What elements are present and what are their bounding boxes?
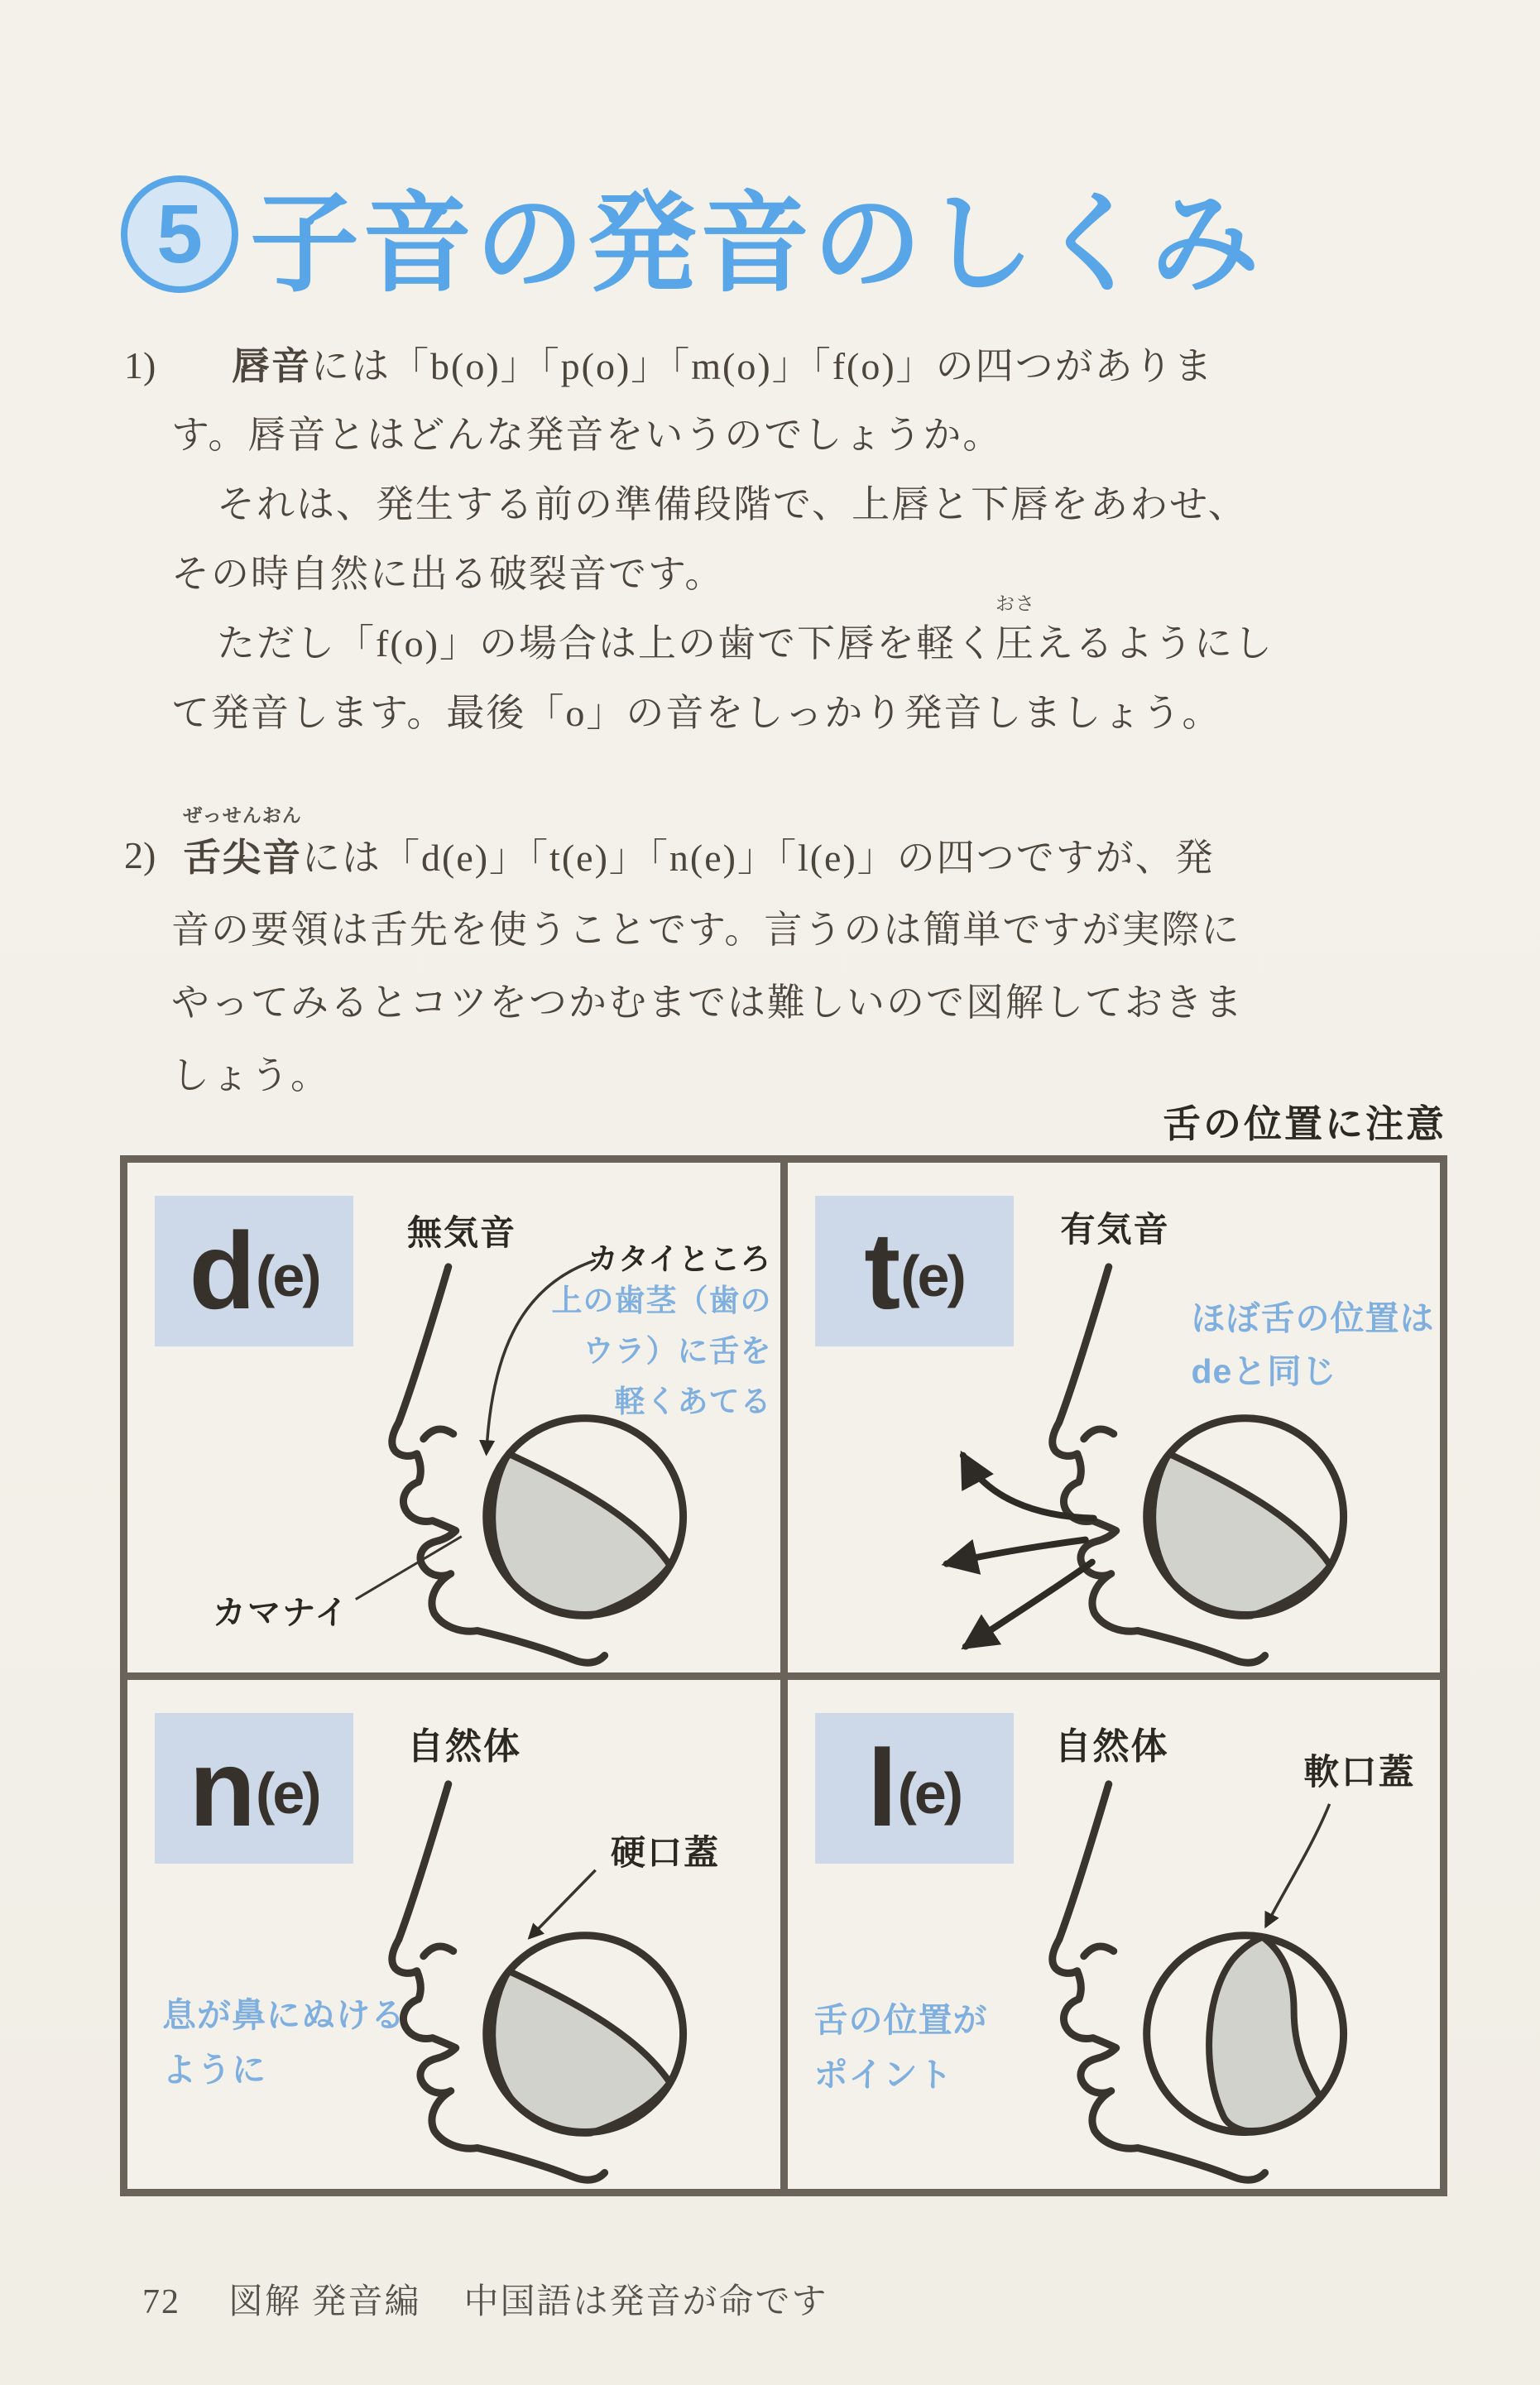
term-lip-sound: 唇音 bbox=[232, 344, 311, 387]
footer-subtitle: 中国語は発音が命です bbox=[463, 2283, 828, 2321]
blue-annotation-line: 舌の位置が bbox=[813, 2000, 988, 2039]
page-footer bbox=[142, 2274, 828, 2324]
label-natural: 自然体 bbox=[407, 1725, 521, 1767]
breath-arrow-down bbox=[965, 1562, 1091, 1647]
text-line bbox=[171, 804, 1479, 894]
blue-annotation-line: 息が鼻にぬける bbox=[162, 1995, 405, 2034]
text-line: やってみるとコツをつかむまでは難しいので図解しておきま bbox=[171, 981, 1244, 1024]
blue-annotation-line: ほぼ舌の位置は bbox=[1191, 1299, 1435, 1337]
label-soft-palate: 軟口蓋 bbox=[1303, 1752, 1416, 1792]
blue-annotation-line: deと同じ bbox=[1191, 1352, 1337, 1390]
blue-annotation-line: 軽くあてる bbox=[614, 1384, 772, 1418]
nostril-line bbox=[424, 1946, 453, 1956]
quadrant-t bbox=[788, 1163, 1441, 1672]
nostril-line bbox=[424, 1429, 453, 1439]
paragraph-lip-sounds bbox=[171, 331, 1479, 748]
title-number: 5 bbox=[156, 187, 203, 281]
pointer-arrow bbox=[1265, 1803, 1329, 1926]
text-line: それは、発生する前の準備段階で、上唇と下唇をあわせ、 bbox=[217, 483, 1248, 525]
ruby-word bbox=[995, 593, 1035, 679]
label-kamanai: カマナイ bbox=[213, 1595, 350, 1631]
paragraph-tongue-tip-sounds bbox=[171, 804, 1479, 1112]
list-number-1: 1) bbox=[124, 344, 156, 386]
tongue-shape bbox=[1209, 1936, 1320, 2130]
text-run: には「d(e)」「t(e)」「n(e)」「l(e)」の四つですが、発 bbox=[302, 837, 1215, 879]
text-line: て発音します。最後「o」の音をしっかり発音しましょう。 bbox=[171, 692, 1222, 734]
text-line: その時自然に出る破裂音です。 bbox=[171, 553, 725, 595]
text-line bbox=[171, 593, 1479, 679]
sound-suffix: (e) bbox=[256, 1244, 319, 1308]
label-unaspirated: 無気音 bbox=[407, 1213, 517, 1252]
blue-annotation bbox=[1192, 1292, 1435, 1398]
sound-letter: t bbox=[864, 1210, 901, 1332]
ruby-base: 圧 bbox=[995, 622, 1035, 665]
sound-suffix: (e) bbox=[897, 1760, 962, 1826]
list-number-2: 2) bbox=[124, 834, 156, 876]
sound-letter: d bbox=[189, 1210, 257, 1332]
footer-book-title: 図解 発音編 bbox=[228, 2283, 421, 2321]
text-line: 音の要領は舌先を使うことです。言うのは簡単ですが実際に bbox=[171, 909, 1241, 951]
quadrant-d bbox=[127, 1163, 780, 1672]
sound-suffix: (e) bbox=[900, 1244, 964, 1308]
label-hard-palate: 硬口蓋 bbox=[611, 1832, 721, 1872]
quadrant-n bbox=[127, 1680, 780, 2190]
label-aspirated: 有気音 bbox=[1060, 1210, 1170, 1249]
diagram-caption: 舌の位置に注意 bbox=[1163, 1102, 1446, 1145]
ruby-text: ぜっせんおん bbox=[183, 804, 302, 826]
blue-annotation bbox=[162, 1988, 405, 2097]
page-title bbox=[121, 156, 1263, 313]
sound-label-box bbox=[815, 1196, 1014, 1346]
blue-annotation-line: ウラ）に舌を bbox=[583, 1334, 772, 1368]
sound-label-box bbox=[155, 1196, 353, 1346]
ruby-base: 舌尖音 bbox=[183, 836, 302, 879]
ruby-word bbox=[183, 804, 302, 894]
sound-letter: l bbox=[866, 1726, 898, 1849]
sound-letter: n bbox=[189, 1726, 257, 1849]
text-line: しょう。 bbox=[171, 1054, 330, 1097]
nostril-line bbox=[1083, 1946, 1113, 1956]
title-number-badge bbox=[121, 175, 238, 293]
pointer-arrow bbox=[530, 1869, 596, 1937]
blue-annotation-line: 上の歯茎（歯の bbox=[551, 1284, 772, 1317]
text-line: す。唇音とはどんな発音をいうのでしょうか。 bbox=[171, 414, 1003, 456]
label-natural: 自然体 bbox=[1054, 1725, 1169, 1767]
diagram-grid bbox=[120, 1155, 1447, 2196]
title-text: 子音の発音のしくみ bbox=[250, 183, 1263, 305]
blue-annotation-line: ように bbox=[162, 2050, 266, 2089]
blue-annotation bbox=[552, 1275, 772, 1427]
quadrant-l bbox=[788, 1680, 1441, 2190]
blue-annotation-line: ポイント bbox=[813, 2055, 953, 2094]
ruby-text: おさ bbox=[995, 593, 1035, 614]
text-run: には「b(o)」「p(o)」「m(o)」「f(o)」の四つがありま bbox=[311, 345, 1214, 387]
sound-label-box bbox=[815, 1713, 1014, 1864]
text-run: えるようにし bbox=[1034, 622, 1274, 665]
footer-page-number: 72 bbox=[142, 2283, 180, 2321]
text-run: ただし「f(o)」の場合は上の歯で下唇を軽く bbox=[217, 622, 995, 665]
sound-label-box bbox=[155, 1713, 353, 1864]
text-line bbox=[171, 331, 1479, 401]
sound-suffix: (e) bbox=[256, 1760, 319, 1826]
nostril-line bbox=[1083, 1429, 1113, 1439]
breath-arrow-left bbox=[946, 1540, 1085, 1564]
label-hard-place: カタイところ bbox=[588, 1242, 771, 1276]
blue-annotation bbox=[814, 1993, 988, 2102]
pointer-line bbox=[356, 1537, 462, 1600]
